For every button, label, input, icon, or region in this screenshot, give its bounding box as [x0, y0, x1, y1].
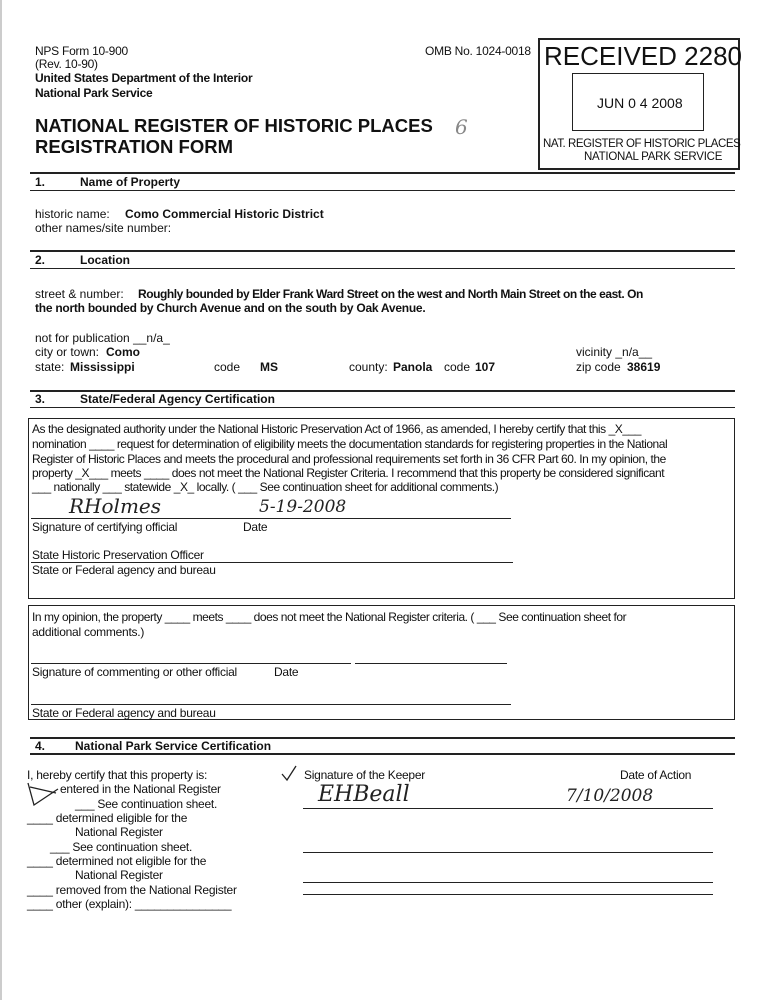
state-code-value: MS	[260, 360, 278, 374]
option-entered: entered in the National Register	[60, 782, 221, 796]
omb-number: OMB No. 1024-0018	[425, 44, 531, 58]
certifying-date-value: 5-19-2008	[259, 497, 347, 517]
state-value: Mississippi	[70, 360, 135, 374]
nps-cert-intro: I, hereby certify that this property is:	[27, 768, 208, 782]
commenting-label: Signature of commenting or other official	[32, 665, 237, 679]
certification-box	[28, 418, 735, 599]
keeper-line	[303, 882, 713, 883]
signature-line	[31, 518, 511, 519]
divider	[30, 172, 735, 174]
county-label: county:	[349, 360, 388, 374]
street-value-line1: Roughly bounded by Elder Frank Ward Street on the west and North Main Street on the east. On	[138, 287, 643, 301]
keeper-checkmark-icon	[280, 764, 298, 782]
option-continuation: ___ See continuation sheet.	[50, 840, 193, 854]
section3-heading: State/Federal Agency Certification	[80, 392, 275, 406]
street-value-line2: the north bounded by Church Avenue and on the south by Oak Avenue.	[35, 301, 426, 315]
divider	[30, 250, 735, 252]
keeper-label: Signature of the Keeper	[304, 768, 426, 782]
scan-edge	[0, 0, 2, 1000]
signature-line	[31, 663, 351, 664]
divider	[30, 190, 735, 191]
section2-number: 2.	[35, 253, 46, 267]
agency: National Park Service	[35, 86, 153, 100]
opinion-line: additional comments.)	[32, 625, 145, 639]
certifying-signature: RHolmes	[69, 494, 162, 518]
stamp-received: RECEIVED 2280	[544, 41, 742, 71]
form-number: NPS Form 10-900	[35, 44, 128, 58]
stamp-date: JUN 0 4 2008	[597, 95, 683, 111]
option-eligible: ____ determined eligible for the	[27, 811, 188, 825]
divider	[30, 268, 735, 269]
department: United States Department of the Interior	[35, 71, 253, 85]
section4-number: 4.	[35, 739, 46, 753]
section1-heading: Name of Property	[80, 175, 181, 189]
cert-text-line: Register of Historic Places and meets the procedural and professional requirements set forth in 36 CFR Part 60. In my opinion, the	[32, 452, 666, 466]
zip-value: 38619	[627, 360, 661, 374]
keeper-line	[303, 894, 713, 895]
option-not-eligible: ____ determined not eligible for the	[27, 854, 207, 868]
option-removed: ____ removed from the National Register	[27, 883, 237, 897]
keeper-line	[303, 852, 713, 853]
handwritten-mark: 6	[455, 115, 468, 139]
option-not-eligible-sub: National Register	[75, 868, 163, 882]
option-other: ____ other (explain): _______________	[27, 897, 232, 911]
opinion-line: In my opinion, the property ____ meets ____ does not meet the National Register criteria. ( ___ See continuation sheet for	[32, 610, 627, 624]
street-label: street & number:	[35, 287, 124, 301]
agency-label: State or Federal agency and bureau	[32, 563, 216, 577]
agency-label: State or Federal agency and bureau	[32, 706, 216, 720]
keeper-signature: EHBeall	[318, 782, 410, 807]
divider	[30, 753, 735, 755]
keeper-line	[303, 808, 713, 809]
city-value: Como	[106, 345, 140, 359]
cert-text-line: property _X___ meets ____ does not meet the National Register Criteria. I recommend that this property be considered significant	[32, 466, 665, 480]
not-for-publication: not for publication __n/a_	[35, 331, 170, 345]
page-title-line2: REGISTRATION FORM	[35, 136, 234, 157]
cert-text-line: ___ nationally ___ statewide _X_ locally. ( ___ See continuation sheet for additional comments.)	[32, 480, 499, 494]
option-continuation: ___ See continuation sheet.	[75, 797, 218, 811]
date-of-action-label: Date of Action	[620, 768, 692, 782]
officer-title: State Historic Preservation Officer	[32, 548, 204, 562]
agency-line	[31, 704, 511, 705]
zip-label: zip code	[576, 360, 621, 374]
divider	[30, 407, 735, 408]
stamp-line2: NATIONAL PARK SERVICE	[584, 151, 723, 163]
signature-label: Signature of certifying official	[32, 520, 178, 534]
historic-name-value: Como Commercial Historic District	[125, 207, 324, 221]
commenting-date-label: Date	[274, 665, 299, 679]
date-label: Date	[243, 520, 268, 534]
checkmark-icon	[26, 781, 60, 807]
county-code-label: code	[444, 360, 471, 374]
county-value: Panola	[393, 360, 433, 374]
date-line	[355, 663, 507, 664]
county-code-value: 107	[475, 360, 496, 374]
state-code-label: code	[214, 360, 241, 374]
form-revision: (Rev. 10-90)	[35, 57, 98, 71]
city-label: city or town:	[35, 345, 100, 359]
other-names-label: other names/site number:	[35, 221, 172, 235]
section4-heading: National Park Service Certification	[75, 739, 272, 753]
action-date-value: 7/10/2008	[566, 786, 654, 806]
section1-number: 1.	[35, 175, 46, 189]
option-eligible-sub: National Register	[75, 825, 163, 839]
page-title-line1: NATIONAL REGISTER OF HISTORIC PLACES	[35, 115, 433, 136]
section2-heading: Location	[80, 253, 130, 267]
cert-text-line: nomination ____ request for determination of eligibility meets the documentation standards for registering properties in the National	[32, 437, 668, 451]
stamp-date-box	[572, 73, 704, 131]
comment-box	[28, 605, 735, 720]
cert-text-line: As the designated authority under the National Historic Preservation Act of 1966, as amended, I hereby certify that this _X___	[32, 422, 642, 436]
stamp-line1: NAT. REGISTER OF HISTORIC PLACES	[543, 138, 741, 150]
state-label: state:	[35, 360, 65, 374]
vicinity: vicinity _n/a__	[576, 345, 653, 359]
historic-name-label: historic name:	[35, 207, 110, 221]
received-stamp	[538, 38, 740, 170]
section3-number: 3.	[35, 392, 46, 406]
